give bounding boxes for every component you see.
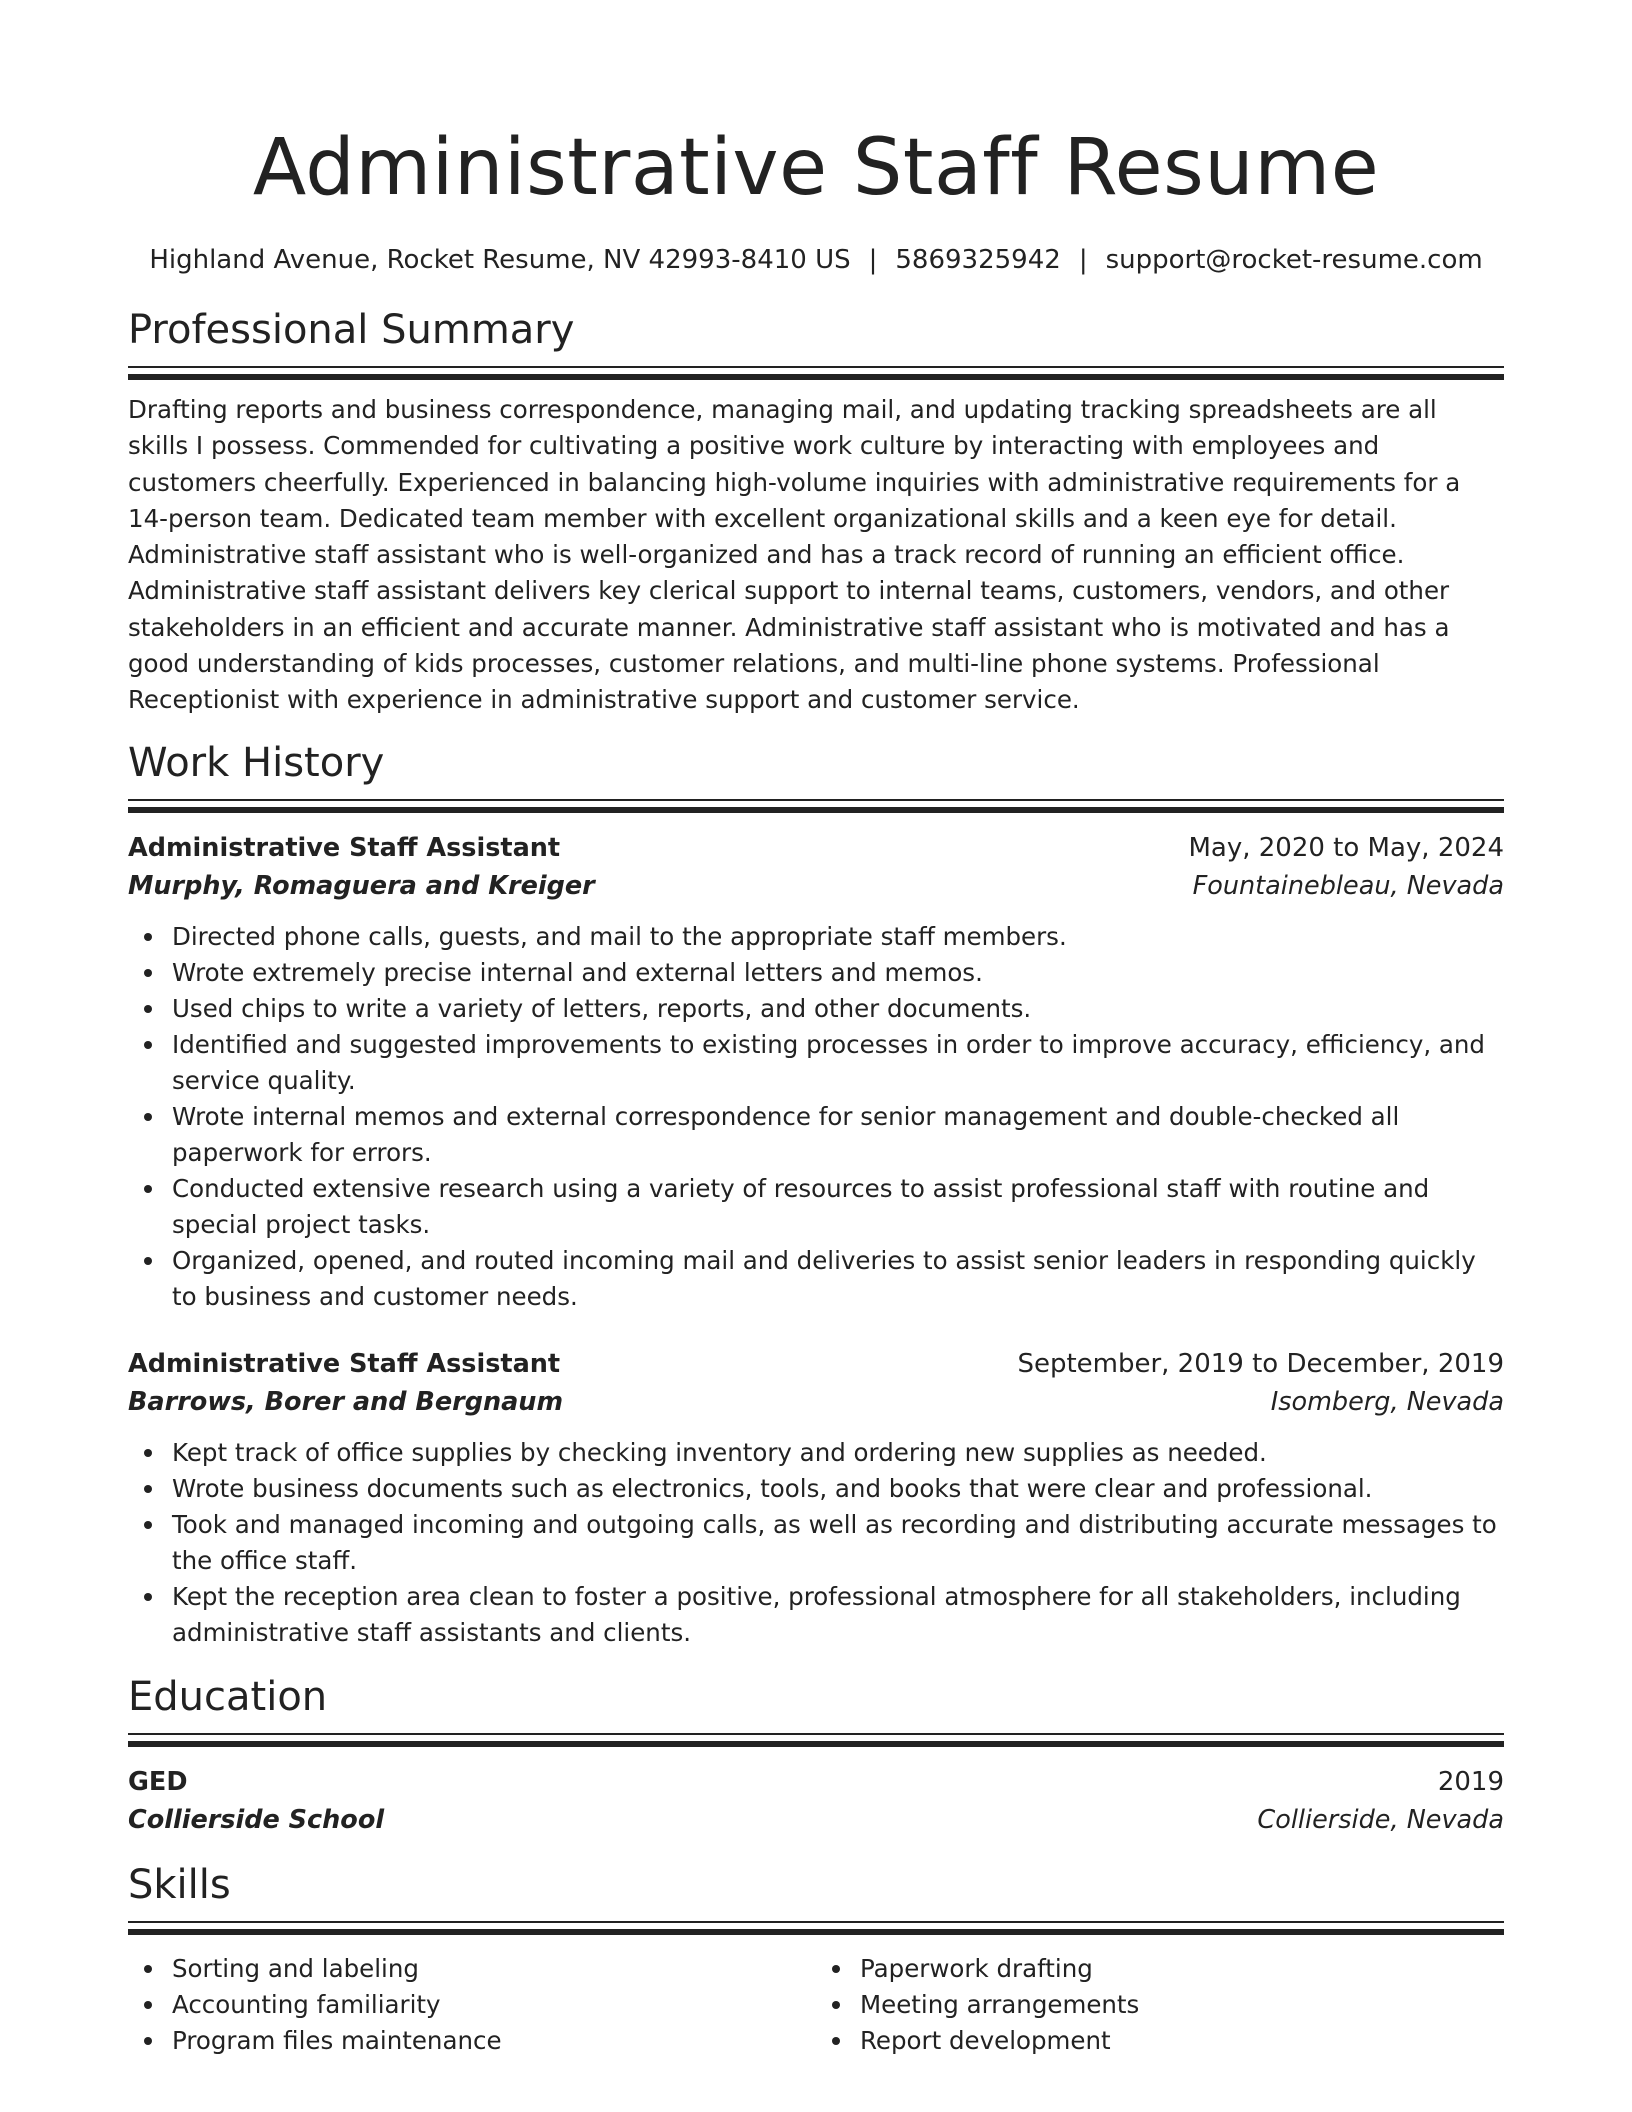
job-entry [128, 1345, 1504, 1651]
work-history-section [128, 739, 1504, 1651]
list-item: Conducted extensive research using a variety of resources to assist professional staff with routine and special project tasks. [172, 1171, 1504, 1243]
job-header [128, 829, 1504, 867]
contact-email[interactable]: support@rocket-resume.com [1105, 245, 1483, 275]
education-header [128, 1763, 1504, 1801]
job-company: Barrows, Borer and Bergnaum [128, 1386, 564, 1417]
section-divider [128, 366, 1504, 380]
list-item: Kept the reception area clean to foster a positive, professional atmosphere for all stakeholders, including administrative staff assistants and clients. [172, 1579, 1504, 1651]
resume-title: Administrative Staff Resume [252, 123, 1380, 213]
section-divider [128, 1921, 1504, 1935]
skill-item: Program files maintenance [172, 2023, 816, 2059]
list-item: Kept track of office supplies by checking inventory and ordering new supplies as needed. [172, 1435, 1504, 1471]
contact-phone: 5869325942 [895, 245, 1061, 275]
list-item: Wrote extremely precise internal and external letters and memos. [172, 955, 1504, 991]
section-divider [128, 1733, 1504, 1747]
education-location: Collierside, Nevada [1257, 1804, 1504, 1835]
education-heading: Education [128, 1673, 328, 1720]
skill-item: Report development [860, 2023, 1504, 2059]
contact-line [128, 242, 1504, 278]
job-subheader [128, 867, 1504, 905]
list-item: Wrote business documents such as electronics, tools, and books that were clear and professional. [172, 1471, 1504, 1507]
job-subheader [128, 1383, 1504, 1421]
job-company: Murphy, Romaguera and Kreiger [128, 870, 595, 901]
skill-item: Meeting arrangements [860, 1987, 1504, 2023]
skill-item: Sorting and labeling [172, 1951, 816, 1987]
education-entry [128, 1763, 1504, 1839]
job-bullets [128, 919, 1504, 1315]
list-item: Identified and suggested improvements to existing processes in order to improve accuracy, efficiency, and service quality. [172, 1027, 1504, 1099]
job-dates: May, 2020 to May, 2024 [1188, 832, 1504, 863]
skills-section [128, 1861, 1504, 2059]
list-item: Directed phone calls, guests, and mail to the appropriate staff members. [172, 919, 1504, 955]
education-section [128, 1673, 1504, 1839]
list-item: Wrote internal memos and external correspondence for senior management and double-checked all paperwork for errors. [172, 1099, 1504, 1171]
contact-address: Highland Avenue, Rocket Resume, NV 42993-8410 US [149, 245, 851, 275]
section-divider [128, 799, 1504, 813]
skill-item: Accounting familiarity [172, 1987, 816, 2023]
education-school: Collierside School [128, 1804, 385, 1835]
skills-list-left [128, 1951, 816, 2059]
work-history-heading: Work History [128, 739, 385, 786]
summary-text: Drafting reports and business correspondence, managing mail, and updating tracking spreadsheets are all skills I possess. Commended for cultivating a positive work culture by interacting with employees and customers cheerfully. Experienced in balancing high-volume inquiries with administrative requirements for a 14-person team. Dedicated team member with excellent organizational skills and a keen eye for detail. Administrative staff assistant who is well-organized and has a track record of running an efficient office. Administrative staff assistant delivers key clerical support to internal teams, customers, vendors, and other stakeholders in an efficient and accurate manner. Administrative staff assistant who is motivated and has a good understanding of kids processes, customer relations, and multi-line phone systems. Professional Receptionist with experience in administrative support and customer service. [128, 395, 1461, 715]
job-location: Fountainebleau, Nevada [1192, 870, 1504, 901]
skills-columns [128, 1951, 1504, 2059]
job-bullets [128, 1435, 1504, 1651]
job-entry [128, 829, 1504, 1315]
skills-heading: Skills [128, 1861, 231, 1908]
contact-separator: | [1078, 245, 1088, 275]
education-year: 2019 [1437, 1766, 1504, 1797]
job-title: Administrative Staff Assistant [128, 1348, 561, 1379]
job-title: Administrative Staff Assistant [128, 832, 561, 863]
list-item: Used chips to write a variety of letters, reports, and other documents. [172, 991, 1504, 1027]
education-degree: GED [128, 1766, 188, 1797]
skill-item: Paperwork drafting [860, 1951, 1504, 1987]
contact-separator: | [868, 245, 878, 275]
job-header [128, 1345, 1504, 1383]
list-item: Took and managed incoming and outgoing calls, as well as recording and distributing accurate messages to the office staff. [172, 1507, 1504, 1579]
list-item: Organized, opened, and routed incoming mail and deliveries to assist senior leaders in responding quickly to business and customer needs. [172, 1243, 1504, 1315]
skills-list-right [816, 1951, 1504, 2059]
education-subheader [128, 1801, 1504, 1839]
summary-heading: Professional Summary [128, 307, 575, 353]
job-dates: September, 2019 to December, 2019 [1017, 1348, 1504, 1379]
job-location: Isomberg, Nevada [1270, 1386, 1504, 1417]
summary-section [128, 306, 1504, 719]
